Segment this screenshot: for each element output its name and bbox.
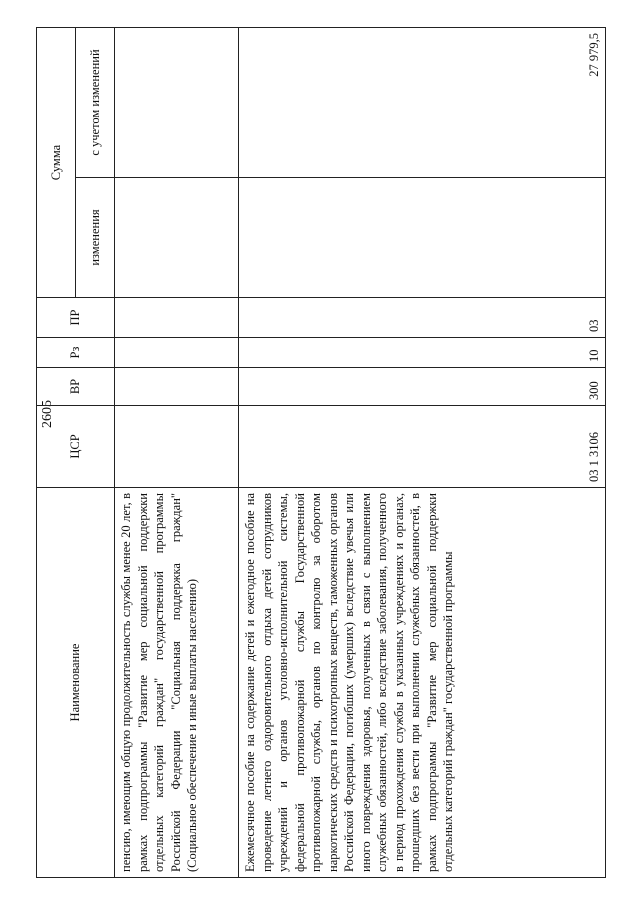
row-pr [115,298,239,338]
budget-table [36,27,606,878]
rotated-table-container [36,28,606,878]
row-vr: 300 [239,368,606,406]
header-sum: Сумма [37,28,76,298]
table-row [115,28,239,878]
row-rz: 10 [239,338,606,368]
row-name: Ежемесячное пособие на содержание детей и ежегодное пособие на проведение летнего оздоровительного отдыха детей сотрудников учреждений и органов уголовно-исполнительной системы, федеральной противопожарной службы Государственной противопожарной службы, органов по контролю за оборотом наркотических средств и психотропных веществ, таможенных органов Российской Федерации, погибших (умерших) вследствие увечья или иного повреждения здоровья, полученных в связи с выполнением служебных обязанностей, либо вследствие заболевания, полученного в период прохождения службы в указанных учреждениях и органах, прошедших без вести при выполнении служебных обязанностей, в рамках подпрограммы "Развитие мер социальной поддержки отдельных категорий граждан" государственной программы [239,488,606,878]
row-with-changes [115,28,239,178]
header-name: Наименование [37,488,115,878]
header-with-changes: с учетом изменений [76,28,115,178]
table-row [239,28,606,878]
row-csr: 03 1 3106 [239,406,606,488]
row-pr: 03 [239,298,606,338]
row-name: пенсию, имеющим общую продолжительность службы менее 20 лет, в рамках подпрограммы "Развитие мер социальной поддержки отдельных категорий граждан" государственной программы Российской Федерации "Социальная поддержка граждан" (Социальное обеспечение и иные выплаты населению) [115,488,239,878]
header-pr: ПР [37,298,115,338]
header-rz: Рз [37,338,115,368]
header-row [37,28,76,878]
page-number: 2605 [40,400,55,428]
row-csr [115,406,239,488]
header-csr: ЦСР [37,406,115,488]
row-rz [115,338,239,368]
row-changes [239,178,606,298]
header-changes: изменения [76,178,115,298]
header-vr: ВР [37,368,115,406]
row-vr [115,368,239,406]
row-changes [115,178,239,298]
row-with-changes: 27 979,5 [239,28,606,178]
